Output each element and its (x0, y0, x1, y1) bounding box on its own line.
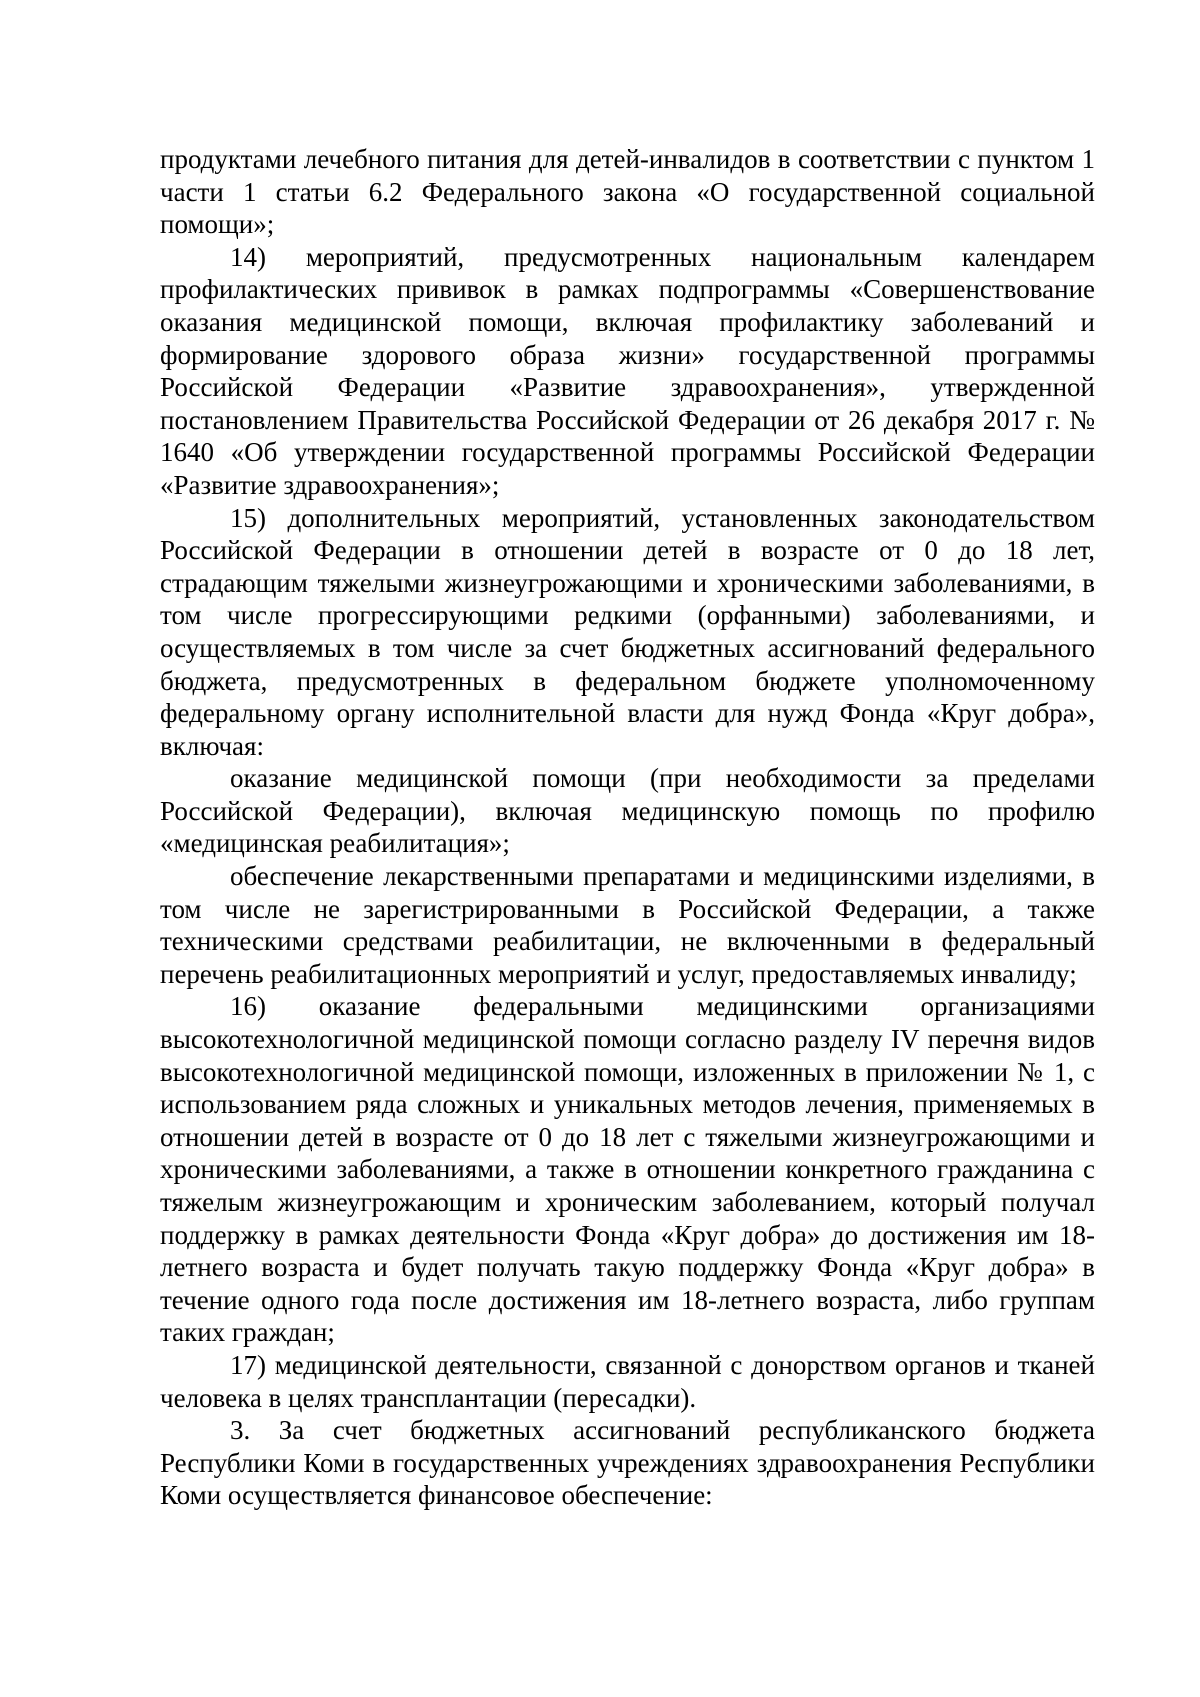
paragraph-item-14: 14) мероприятий, предусмотренных национальным календарем профилактических прививок в рамках подпрограммы «Совершенствование оказания медицинской помощи, включая профилактику заболеваний и формирование здорового образа жизни» государственной программы Российской Федерации «Развитие здравоохранения», утвержденной постановлением Правительства Российской Федерации от 26 декабря 2017 г. № 1640 «Об утверждении государственной программы Российской Федерации «Развитие здравоохранения»; (160, 241, 1095, 500)
paragraph-item-15: 15) дополнительных мероприятий, установленных законодательством Российской Федерации в отношении детей в возрасте от 0 до 18 лет, страдающим тяжелыми жизнеугрожающими и хроническими заболеваниями, в том числе прогрессирующими редкими (орфанными) заболеваниями, и осуществляемых в том числе за счет бюджетных ассигнований федерального бюджета, предусмотренных в федеральном бюджете уполномоченному федеральному органу исполнительной власти для нужд Фонда «Круг добра», включая: (160, 502, 1095, 761)
paragraph-item-16: 16) оказание федеральными медицинскими организациями высокотехнологичной медицинской помощи согласно разделу IV перечня видов высокотехнологичной медицинской помощи, изложенных в приложении № 1, с использованием ряда сложных и уникальных методов лечения, применяемых в отношении детей в возрасте от 0 до 18 лет с тяжелыми жизнеугрожающими и хроническими заболеваниями, а также в отношении конкретного гражданина с тяжелым жизнеугрожающим и хроническим заболеванием, который получал поддержку в рамках деятельности Фонда «Круг добра» до достижения им 18-летнего возраста и будет получать такую поддержку Фонда «Круг добра» в течение одного года после достижения им 18-летнего возраста, либо группам таких граждан; (160, 991, 1095, 1348)
paragraph-medical-care: оказание медицинской помощи (при необходимости за пределами Российской Федерации), включая медицинскую помощь по профилю «медицинская реабилитация»; (160, 763, 1095, 859)
paragraph-food-products: продуктами лечебного питания для детей-инвалидов в соответствии с пунктом 1 части 1 статьи 6.2 Федерального закона «О государственной социальной помощи»; (160, 144, 1095, 240)
paragraph-section-3: 3. За счет бюджетных ассигнований республиканского бюджета Республики Коми в государственных учреждениях здравоохранения Республики Коми осуществляется финансовое обеспечение: (160, 1415, 1095, 1511)
paragraph-item-17: 17) медицинской деятельности, связанной с донорством органов и тканей человека в целях трансплантации (пересадки). (160, 1349, 1095, 1413)
paragraph-provision-drugs: обеспечение лекарственными препаратами и медицинскими изделиями, в том числе не зарегистрированными в Российской Федерации, а также техническими средствами реабилитации, не включенными в федеральный перечень реабилитационных мероприятий и услуг, предоставляемых инвалиду; (160, 861, 1095, 989)
document-page (160, 143, 1095, 1512)
